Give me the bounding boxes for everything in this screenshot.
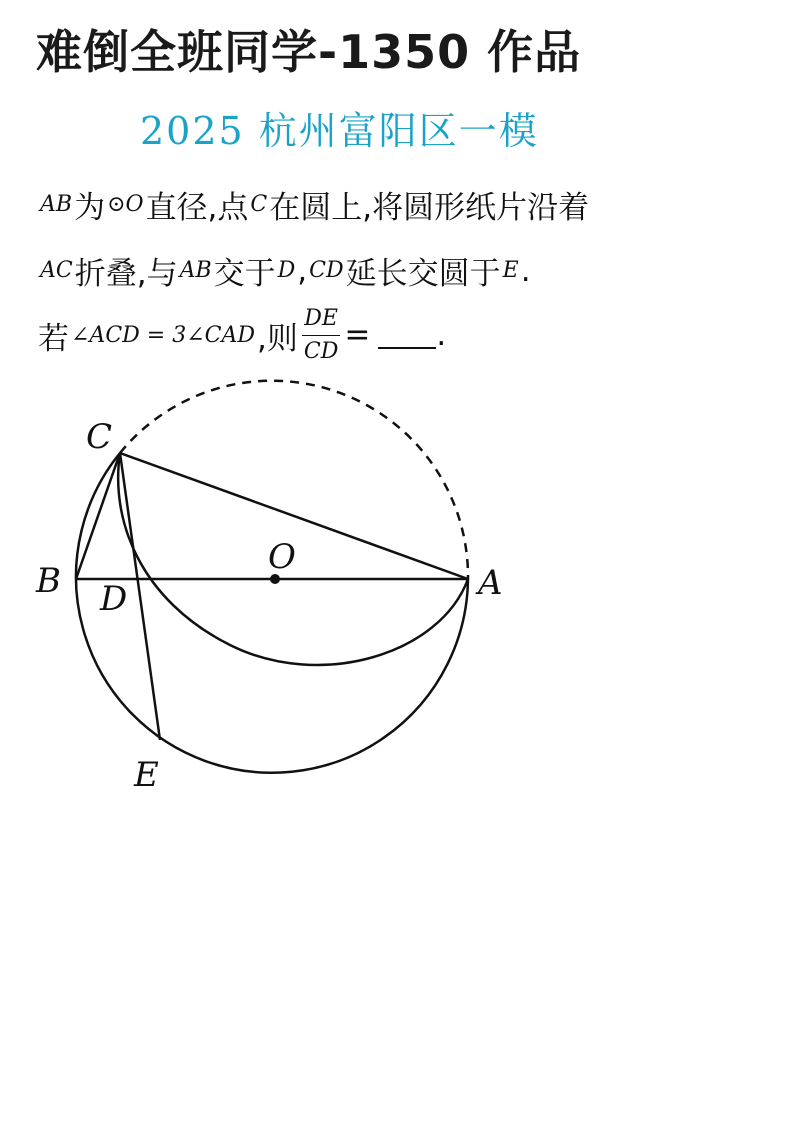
fraction-denominator: CD: [303, 338, 339, 364]
label-o: O: [268, 537, 296, 577]
math-ab: AB: [40, 192, 73, 217]
label-b: B: [36, 561, 61, 601]
text: 直径,点: [145, 190, 249, 226]
period: .: [436, 317, 447, 353]
page-title: 难倒全班同学-1350 作品: [36, 25, 582, 79]
text: ,则: [257, 320, 298, 357]
text: 折叠,与: [74, 256, 178, 292]
text: 延长交圆于: [345, 256, 501, 292]
text: ,: [297, 252, 308, 289]
text: 若: [38, 320, 69, 357]
problem-source: 2025 杭州富阳区一模: [140, 109, 539, 153]
math-angle-condition: ∠ACD = 3∠CAD: [71, 322, 256, 348]
text: .: [520, 252, 531, 289]
label-c: C: [86, 417, 113, 457]
math-ac: AC: [40, 258, 73, 283]
chord-bc: [76, 453, 120, 579]
math-e: E: [502, 258, 519, 283]
circle-arc-solid: [76, 453, 468, 773]
math-d: D: [277, 258, 296, 283]
label-d: D: [100, 579, 128, 619]
math-cd: CD: [309, 258, 344, 283]
label-e: E: [134, 755, 159, 795]
math-circle-o: ⊙O: [107, 192, 144, 217]
text: 在圆上,将圆形纸片沿着: [269, 190, 590, 226]
equals-sign: =: [344, 317, 371, 353]
math-c: C: [250, 192, 268, 217]
math-ab: AB: [179, 258, 212, 283]
fraction-numerator: DE: [302, 305, 340, 336]
label-a: A: [478, 563, 503, 603]
text: 交于: [213, 256, 276, 292]
text: 为: [74, 190, 106, 226]
